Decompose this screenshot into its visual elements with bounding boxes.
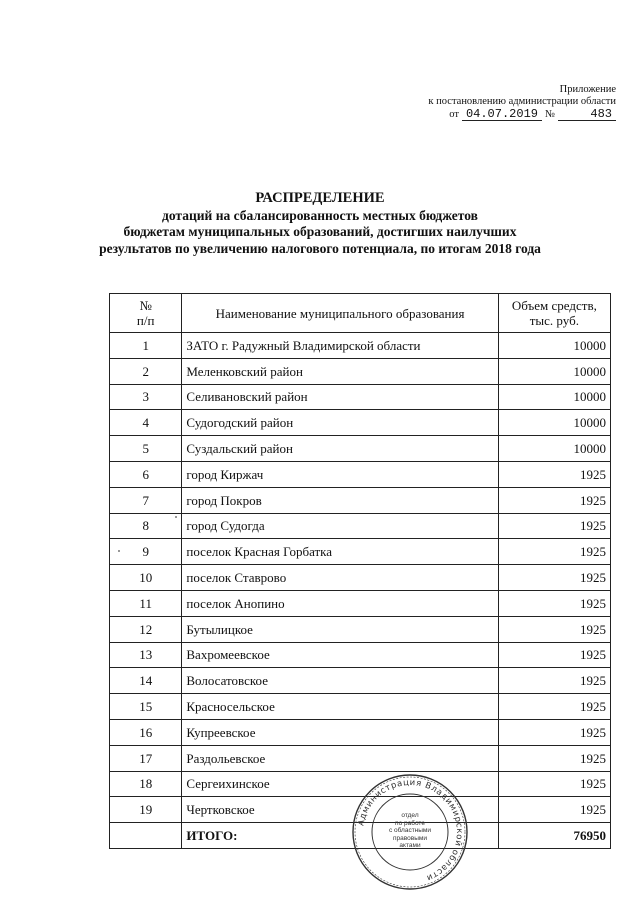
row-municipality-name: город Киржач	[182, 461, 498, 487]
row-amount: 1925	[498, 616, 610, 642]
table-row	[110, 642, 611, 668]
row-municipality-name: Селивановский район	[182, 384, 498, 410]
row-municipality-name: Чертковское	[182, 797, 498, 823]
row-number: 18	[110, 771, 182, 797]
row-amount: 1925	[498, 513, 610, 539]
table-row	[110, 565, 611, 591]
table-row	[110, 539, 611, 565]
official-stamp	[350, 772, 470, 892]
stamp-inner-line-1: отдел	[401, 812, 419, 819]
row-municipality-name: поселок Красная Горбатка	[182, 539, 498, 565]
row-amount: 1925	[498, 461, 610, 487]
stamp-inner-line-3: с областными	[388, 827, 432, 834]
table-row	[110, 487, 611, 513]
row-amount: 1925	[498, 565, 610, 591]
appendix-date-number	[356, 108, 616, 121]
row-municipality-name: Сергеихинское	[182, 771, 498, 797]
total-label: ИТОГО:	[182, 823, 498, 849]
table-row	[110, 384, 611, 410]
row-number: 13	[110, 642, 182, 668]
row-number: 9	[110, 539, 182, 565]
total-num-cell	[110, 823, 182, 849]
row-number: 15	[110, 694, 182, 720]
table-row	[110, 590, 611, 616]
table-row	[110, 745, 611, 771]
row-municipality-name: Суздальский район	[182, 436, 498, 462]
decree-date: 04.07.2019	[462, 108, 542, 121]
row-amount: 10000	[498, 358, 610, 384]
row-number: 2	[110, 358, 182, 384]
table-header-row	[110, 294, 611, 333]
stamp-inner-text	[380, 812, 440, 850]
header-number-symbol: №	[139, 298, 152, 313]
row-amount: 1925	[498, 487, 610, 513]
row-number: 6	[110, 461, 182, 487]
stamp-ring-text: Администрация Владимирской области	[356, 777, 465, 883]
stamp-inner-line-5: актами	[399, 842, 421, 849]
row-amount: 1925	[498, 694, 610, 720]
row-number: 19	[110, 797, 182, 823]
table-body	[110, 333, 611, 823]
title-heading: РАСПРЕДЕЛЕНИЕ	[255, 190, 385, 206]
title-line-2: бюджетам муниципальных образований, достигших наилучших	[123, 224, 517, 239]
row-number: 12	[110, 616, 182, 642]
header-amount-title: Объем средств,	[511, 298, 597, 313]
title-line-1: дотаций на сбалансированность местных бюджетов	[162, 207, 478, 223]
row-number: 16	[110, 719, 182, 745]
header-name: Наименование муниципального образования	[182, 294, 498, 333]
row-municipality-name: Вахромеевское	[182, 642, 498, 668]
row-amount: 1925	[498, 539, 610, 565]
appendix-decree-ref: к постановлению администрации области	[428, 96, 616, 107]
table-row	[110, 410, 611, 436]
row-municipality-name: город Судогда	[182, 513, 498, 539]
date-prefix: от	[449, 109, 459, 120]
row-amount: 10000	[498, 333, 610, 359]
header-number	[110, 294, 182, 333]
row-amount: 1925	[498, 642, 610, 668]
row-number: 1	[110, 333, 182, 359]
header-amount-unit: тыс. руб.	[529, 313, 579, 328]
row-municipality-name: Красносельское	[182, 694, 498, 720]
scan-speck	[175, 516, 177, 518]
stamp-inner-line-4: правовыми	[393, 834, 427, 842]
table-row	[110, 513, 611, 539]
table-row	[110, 719, 611, 745]
row-number: 17	[110, 745, 182, 771]
row-amount: 1925	[498, 797, 610, 823]
row-municipality-name: Раздольевское	[182, 745, 498, 771]
table-row	[110, 694, 611, 720]
row-amount: 1925	[498, 719, 610, 745]
scan-speck	[118, 550, 120, 552]
row-number: 10	[110, 565, 182, 591]
row-municipality-name: Бутылицкое	[182, 616, 498, 642]
table-row	[110, 333, 611, 359]
row-municipality-name: ЗАТО г. Радужный Владимирской области	[182, 333, 498, 359]
table-row	[110, 461, 611, 487]
document-title	[0, 190, 640, 257]
row-municipality-name: Волосатовское	[182, 668, 498, 694]
row-municipality-name: Меленковский район	[182, 358, 498, 384]
table-row	[110, 358, 611, 384]
row-number: 5	[110, 436, 182, 462]
row-number: 4	[110, 410, 182, 436]
header-amount	[498, 294, 610, 333]
appendix-title: Приложение	[559, 84, 616, 95]
table-row	[110, 436, 611, 462]
number-prefix: №	[544, 109, 555, 120]
row-number: 11	[110, 590, 182, 616]
row-number: 7	[110, 487, 182, 513]
row-number: 14	[110, 668, 182, 694]
appendix-block	[356, 84, 616, 121]
row-municipality-name: Купреевское	[182, 719, 498, 745]
row-number: 3	[110, 384, 182, 410]
title-line-3: результатов по увеличению налогового потенциала, по итогам 2018 года	[99, 240, 541, 256]
stamp-inner-line-2: по работе	[395, 819, 425, 827]
row-municipality-name: поселок Ставрово	[182, 565, 498, 591]
allocation-table	[109, 293, 611, 849]
row-municipality-name: поселок Анопино	[182, 590, 498, 616]
total-value: 76950	[498, 823, 610, 849]
row-amount: 10000	[498, 410, 610, 436]
row-municipality-name: город Покров	[182, 487, 498, 513]
row-amount: 1925	[498, 745, 610, 771]
table-row	[110, 668, 611, 694]
decree-number: 483	[558, 108, 616, 121]
row-amount: 1925	[498, 771, 610, 797]
row-amount: 1925	[498, 590, 610, 616]
row-number: 8	[110, 513, 182, 539]
row-amount: 1925	[498, 668, 610, 694]
row-amount: 10000	[498, 436, 610, 462]
row-amount: 10000	[498, 384, 610, 410]
row-municipality-name: Судогодский район	[182, 410, 498, 436]
table-row	[110, 616, 611, 642]
header-number-abbrev: п/п	[136, 313, 155, 328]
